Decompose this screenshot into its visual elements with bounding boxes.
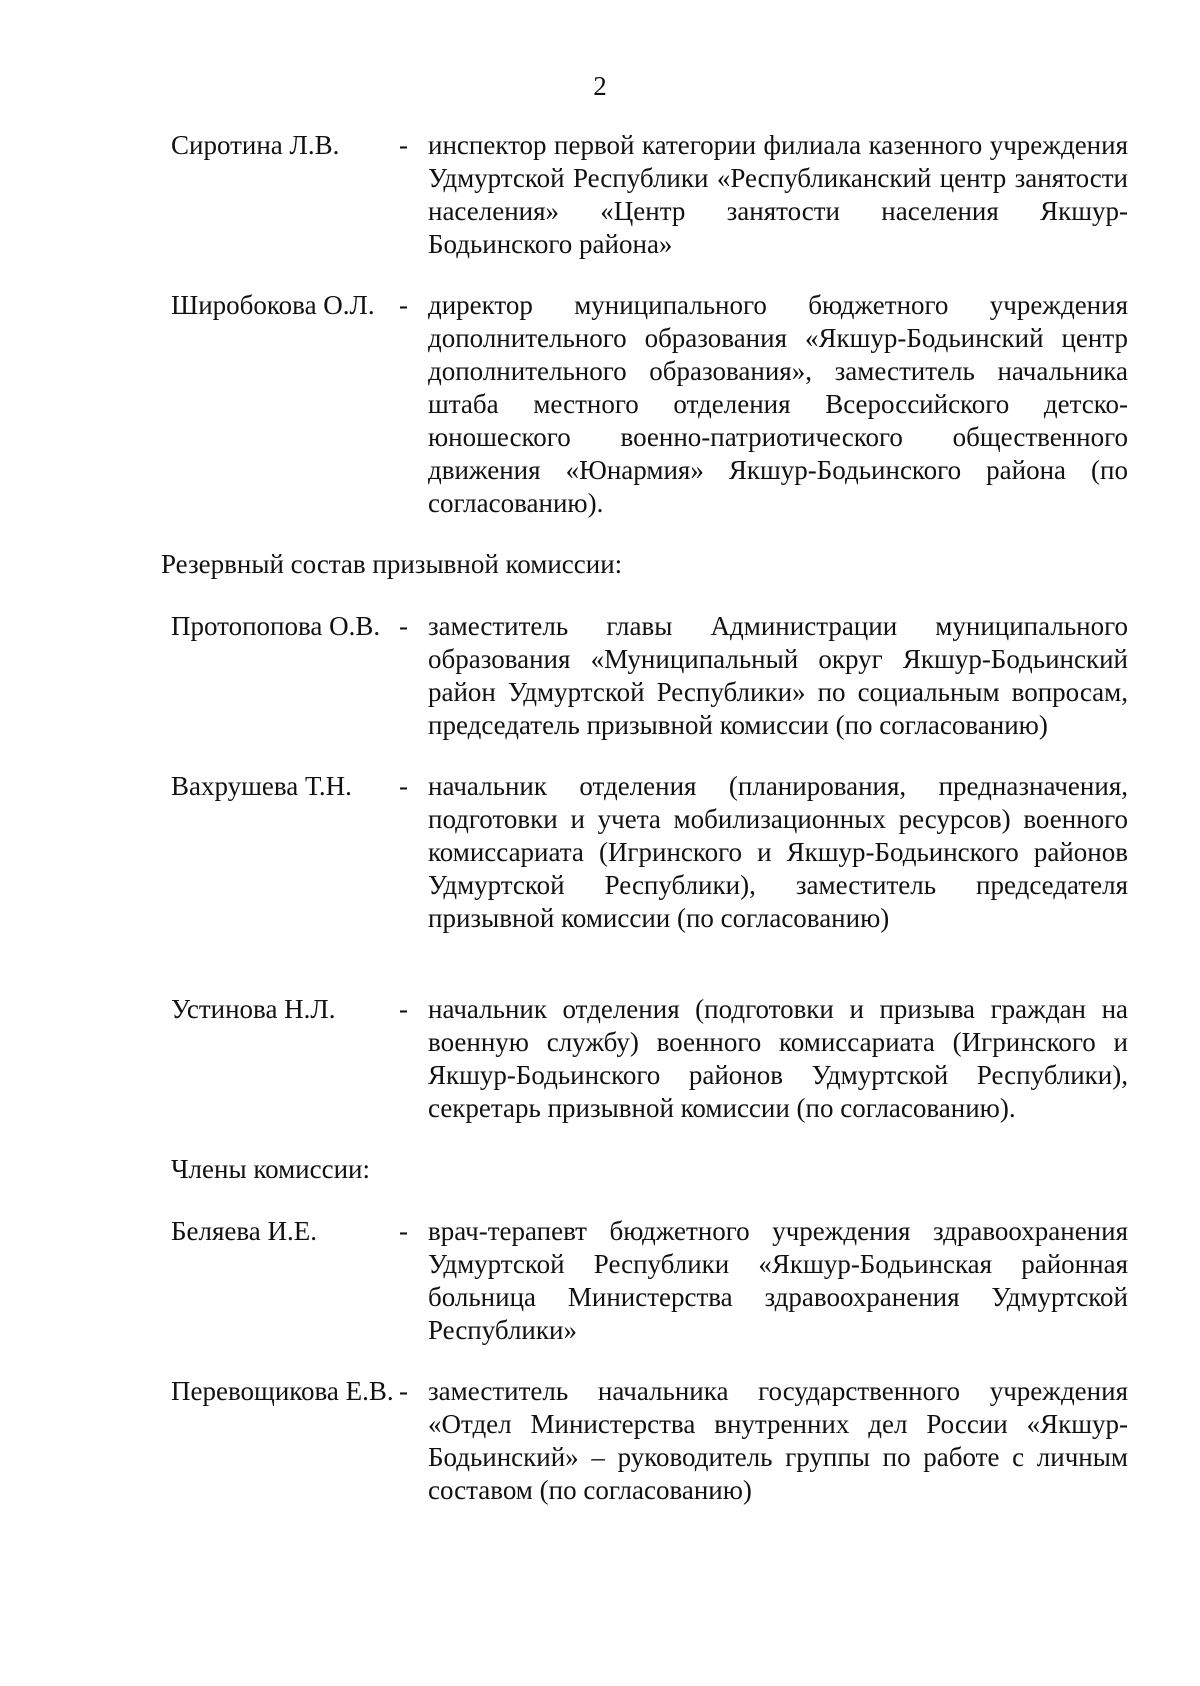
page-number: 2: [593, 71, 607, 101]
reserve-heading: Резервный состав призывной комиссии:: [161, 549, 623, 579]
member-position: директор муниципального бюджетного учреждения дополнительного образования «Якшур-Бодьинский центр дополнительного образования», заместитель начальника штаба местного отделения Всероссийского детско-юношеского военно-патриотического общественного движения «Юнармия» Якшур-Бодьинского района (по согласованию).: [428, 290, 1128, 518]
member-name: Сиротина Л.В.: [171, 130, 340, 160]
member-name: Широбокова О.Л.: [171, 290, 375, 320]
member-position: инспектор первой категории филиала казенного учреждения Удмуртской Республики «Республиканский центр занятости населения» «Центр занятости населения Якшур-Бодьинского района»: [428, 130, 1128, 259]
commission-entry: [171, 610, 1131, 742]
commission-entry: [171, 1375, 1131, 1507]
commission-entry: [171, 993, 1131, 1125]
member-name: Устинова Н.Л.: [171, 994, 336, 1024]
member-position: начальник отделения (планирования, предназначения, подготовки и учета мобилизационных ресурсов) военного комиссариата (Игринского и Якшур-Бодьинского районов Удмуртской Республики), заместитель председателя призывной комиссии (по согласованию): [428, 771, 1128, 933]
commission-entry: [171, 129, 1131, 261]
member-position: заместитель начальника государственного учреждения «Отдел Министерства внутренних дел России «Якшур-Бодьинский» – руководитель группы по работе с личным составом (по согласованию): [428, 1376, 1128, 1505]
dash-separator: -: [399, 611, 408, 641]
member-name: Протопопова О.В.: [171, 611, 381, 641]
member-name: Вахрушева Т.Н.: [171, 771, 352, 801]
commission-entry: [171, 770, 1131, 935]
dash-separator: -: [399, 130, 408, 160]
commission-entry: [171, 1215, 1131, 1347]
members-heading: Члены комиссии:: [171, 1154, 370, 1184]
dash-separator: -: [399, 1376, 408, 1406]
dash-separator: -: [399, 1216, 408, 1246]
dash-separator: -: [399, 290, 408, 320]
commission-entry: [171, 289, 1131, 520]
member-name: Перевощикова Е.В.: [171, 1376, 394, 1406]
dash-separator: -: [399, 771, 408, 801]
member-name: Беляева И.Е.: [171, 1216, 317, 1246]
member-position: врач-терапевт бюджетного учреждения здравоохранения Удмуртской Республики «Якшур-Бодьинская районная больница Министерства здравоохранения Удмуртской Республики»: [428, 1216, 1128, 1345]
member-position: начальник отделения (подготовки и призыва граждан на военную службу) военного комиссариата (Игринского и Якшур-Бодьинского районов Удмуртской Республики), секретарь призывной комиссии (по согласованию).: [428, 994, 1128, 1123]
member-position: заместитель главы Администрации муниципального образования «Муниципальный округ Якшур-Бодьинский район Удмуртской Республики» по социальным вопросам, председатель призывной комиссии (по согласованию): [428, 611, 1128, 740]
dash-separator: -: [399, 994, 408, 1024]
